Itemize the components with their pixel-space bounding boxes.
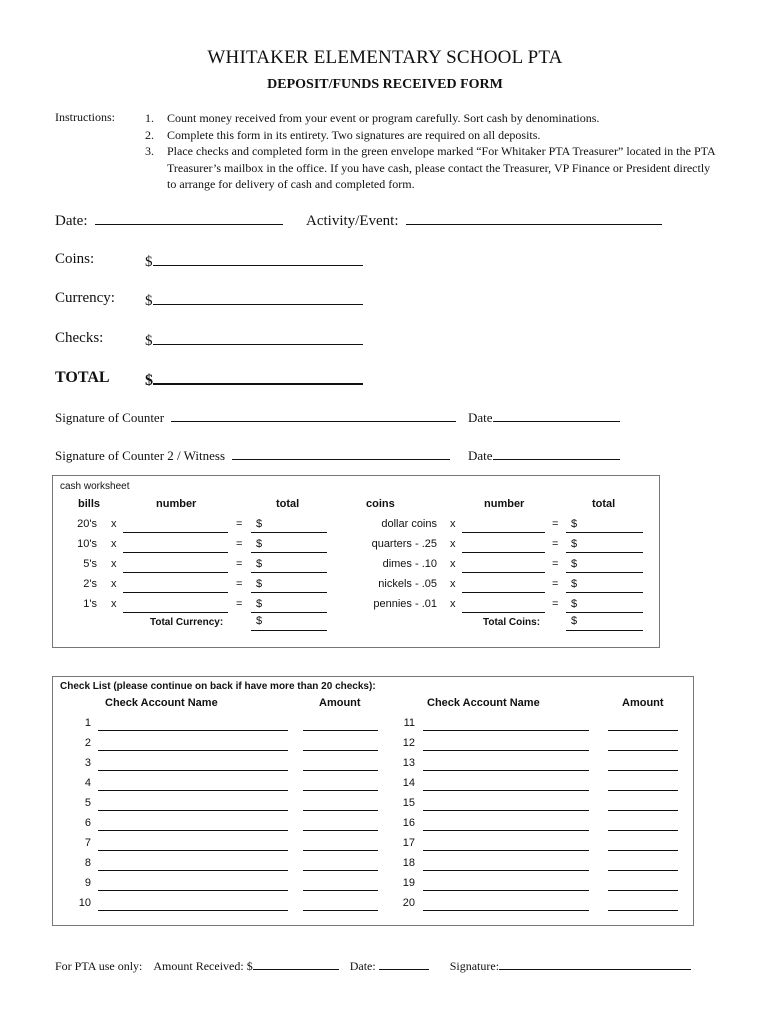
check-account-name-line[interactable]: [423, 730, 589, 731]
bill-total-line[interactable]: [251, 612, 327, 613]
check-number: 15: [402, 797, 415, 809]
check-amount-line[interactable]: [608, 870, 678, 871]
date-input-line[interactable]: [95, 210, 283, 225]
check-account-name-line[interactable]: [423, 870, 589, 871]
bill-total-line[interactable]: [251, 552, 327, 553]
dollar-sign: $: [571, 598, 578, 610]
check-number: 20: [402, 897, 415, 909]
left-amount-header: Amount: [319, 697, 361, 709]
check-account-name-line[interactable]: [98, 910, 288, 911]
coin-total-line[interactable]: [566, 532, 643, 533]
bill-denomination: 10's: [77, 538, 97, 550]
check-amount-line[interactable]: [608, 890, 678, 891]
bill-number-line[interactable]: [123, 592, 228, 593]
pta-use-footer: [55, 958, 691, 974]
dollar-sign: $: [256, 518, 263, 530]
bills-header: bills: [78, 498, 101, 510]
check-account-name-line[interactable]: [98, 770, 288, 771]
bill-denomination: 20's: [77, 518, 97, 530]
bill-denomination: 1's: [83, 598, 97, 610]
footer-signature-label: Signature:: [449, 959, 500, 973]
dollar-sign: $: [571, 518, 578, 530]
check-amount-line[interactable]: [303, 790, 378, 791]
coins-header: coins: [366, 498, 395, 510]
counter1-date[interactable]: [468, 409, 620, 426]
total-label: TOTAL: [55, 369, 110, 386]
coin-number-line[interactable]: [462, 552, 545, 553]
activity-label: Activity/Event:: [306, 213, 399, 229]
times-sign: x: [111, 538, 117, 550]
check-account-name-line[interactable]: [423, 890, 589, 891]
check-number: 14: [402, 777, 415, 789]
check-amount-line[interactable]: [303, 850, 378, 851]
total-currency-dollar: $: [256, 615, 263, 627]
dollar-sign: $: [145, 372, 153, 389]
coins-label: Coins:: [55, 251, 95, 267]
instruction-number: 3.: [145, 144, 154, 158]
times-sign: x: [450, 518, 456, 530]
amount-received-label: Amount Received: $: [153, 959, 253, 973]
footer-date-line[interactable]: [379, 958, 429, 970]
check-amount-line[interactable]: [303, 890, 378, 891]
equals-sign: =: [552, 558, 559, 570]
instructions-label: Instructions:: [55, 110, 115, 124]
check-account-name-line[interactable]: [423, 810, 589, 811]
date-label: Date: [468, 448, 493, 463]
equals-sign: =: [236, 518, 243, 530]
coin-number-line[interactable]: [462, 572, 545, 573]
total-input-line[interactable]: [153, 369, 363, 385]
coin-denomination: pennies - .01: [373, 598, 437, 610]
check-number: 4: [84, 777, 91, 789]
currency-field[interactable]: [145, 290, 363, 310]
dollar-sign: $: [145, 333, 153, 349]
times-sign: x: [111, 518, 117, 530]
worksheet-title: cash worksheet: [60, 481, 130, 492]
instruction-text: Count money received from your event or program carefully. Sort cash by denominations.: [167, 111, 600, 125]
total-coins-line[interactable]: [566, 630, 643, 631]
check-amount-line[interactable]: [303, 730, 378, 731]
dollar-sign: $: [256, 558, 263, 570]
check-account-name-line[interactable]: [423, 770, 589, 771]
counter2-signature-line[interactable]: [232, 447, 450, 460]
dollar-sign: $: [256, 598, 263, 610]
bill-number-line[interactable]: [123, 612, 228, 613]
check-number: 7: [84, 837, 91, 849]
check-amount-line[interactable]: [303, 870, 378, 871]
dollar-sign: $: [571, 578, 578, 590]
footer-signature-line[interactable]: [499, 958, 691, 970]
check-account-name-line[interactable]: [423, 830, 589, 831]
dollar-sign: $: [256, 578, 263, 590]
cash-worksheet-box: [52, 475, 660, 648]
instruction-number: 1.: [145, 111, 154, 125]
coin-denomination: dimes - .10: [382, 558, 437, 570]
pta-use-label: For PTA use only:: [55, 959, 143, 973]
instruction-text: Complete this form in its entirety. Two signatures are required on all deposits.: [167, 127, 541, 142]
counter2-date[interactable]: [468, 447, 620, 464]
check-number: 1: [84, 717, 91, 729]
times-sign: x: [111, 578, 117, 590]
activity-input-line[interactable]: [406, 210, 662, 225]
total-currency-line[interactable]: [251, 630, 327, 631]
coin-denomination: dollar coins: [381, 518, 437, 530]
bill-denomination: 2's: [83, 578, 97, 590]
bill-total-line[interactable]: [251, 532, 327, 533]
bill-number-line[interactable]: [123, 552, 228, 553]
times-sign: x: [111, 558, 117, 570]
counter2-signature[interactable]: [55, 447, 450, 464]
coin-denomination: nickels - .05: [378, 578, 437, 590]
check-number: 5: [84, 797, 91, 809]
coin-number-line[interactable]: [462, 532, 545, 533]
coins-input-line[interactable]: [153, 251, 363, 266]
check-amount-line[interactable]: [303, 810, 378, 811]
coins-number-header: number: [484, 498, 525, 510]
form-title: WHITAKER ELEMENTARY SCHOOL PTA: [207, 47, 563, 68]
check-amount-line[interactable]: [303, 910, 378, 911]
bill-total-line[interactable]: [251, 572, 327, 573]
coin-total-line[interactable]: [566, 572, 643, 573]
check-number: 18: [402, 857, 415, 869]
check-number: 3: [84, 757, 91, 769]
check-list-box: [52, 676, 694, 926]
counter1-label: Signature of Counter: [55, 410, 165, 425]
check-account-name-line[interactable]: [423, 750, 589, 751]
currency-input-line[interactable]: [153, 290, 363, 305]
equals-sign: =: [236, 558, 243, 570]
equals-sign: =: [552, 598, 559, 610]
times-sign: x: [450, 538, 456, 550]
counter2-date-line[interactable]: [493, 447, 620, 460]
check-account-name-line[interactable]: [98, 750, 288, 751]
check-amount-line[interactable]: [303, 770, 378, 771]
check-account-name-line[interactable]: [98, 810, 288, 811]
instruction-number: 2.: [145, 127, 154, 142]
check-account-name-line[interactable]: [98, 790, 288, 791]
amount-received-line[interactable]: [253, 958, 339, 970]
counter1-signature-line[interactable]: [171, 409, 456, 422]
check-amount-line[interactable]: [608, 830, 678, 831]
check-amount-line[interactable]: [608, 910, 678, 911]
instruction-item: [145, 110, 715, 127]
instruction-item: [145, 127, 715, 144]
form-subtitle: DEPOSIT/FUNDS RECEIVED FORM: [267, 77, 503, 92]
equals-sign: =: [236, 598, 243, 610]
check-amount-line[interactable]: [608, 770, 678, 771]
coin-total-line[interactable]: [566, 612, 643, 613]
total-coins-dollar: $: [571, 615, 578, 627]
dollar-sign: $: [256, 538, 263, 550]
check-account-name-line[interactable]: [423, 850, 589, 851]
bill-total-line[interactable]: [251, 592, 327, 593]
instruction-text: Place checks and completed form in the green envelope marked “For Whitaker PTA Treasurer” located in the PTA Treasurer’s mailbox in the office. If you have cash, please contact the Treasurer, VP Finance or President directly to arrange for delivery of cash and completed form.: [167, 144, 716, 191]
times-sign: x: [450, 558, 456, 570]
coin-number-line[interactable]: [462, 592, 545, 593]
activity-field[interactable]: [306, 210, 662, 230]
check-number: 12: [402, 737, 415, 749]
date-field[interactable]: [55, 210, 283, 230]
check-list-title: Check List (please continue on back if have more than 20 checks):: [60, 681, 376, 692]
check-account-name-line[interactable]: [423, 790, 589, 791]
right-amount-header: Amount: [622, 697, 664, 709]
date-label: Date:: [55, 213, 88, 229]
counter2-label: Signature of Counter 2 / Witness: [55, 448, 226, 463]
checks-input-line[interactable]: [153, 330, 363, 345]
check-number: 19: [402, 877, 415, 889]
check-amount-line[interactable]: [608, 790, 678, 791]
check-amount-line[interactable]: [303, 750, 378, 751]
total-field[interactable]: [145, 369, 363, 390]
total-coins-label: Total Coins:: [483, 617, 541, 628]
times-sign: x: [111, 598, 117, 610]
check-number: 9: [84, 877, 91, 889]
check-number: 11: [403, 717, 415, 729]
bill-number-line[interactable]: [123, 572, 228, 573]
check-account-name-line[interactable]: [98, 730, 288, 731]
times-sign: x: [450, 578, 456, 590]
equals-sign: =: [236, 578, 243, 590]
check-account-name-line[interactable]: [98, 870, 288, 871]
footer-date-label: Date:: [349, 959, 376, 973]
check-account-name-line[interactable]: [423, 910, 589, 911]
bill-denomination: 5's: [83, 558, 97, 570]
dollar-sign: $: [145, 293, 153, 309]
dollar-sign: $: [571, 538, 578, 550]
check-amount-line[interactable]: [608, 850, 678, 851]
total-currency-label: Total Currency:: [150, 617, 224, 628]
check-number: 2: [84, 737, 91, 749]
right-name-header: Check Account Name: [427, 697, 540, 709]
date-label: Date: [468, 410, 493, 425]
equals-sign: =: [236, 538, 243, 550]
check-account-name-line[interactable]: [98, 850, 288, 851]
instructions-list: [145, 110, 715, 193]
coins-total-header: total: [592, 498, 616, 510]
equals-sign: =: [552, 578, 559, 590]
bill-number-line[interactable]: [123, 532, 228, 533]
checks-label: Checks:: [55, 330, 104, 346]
currency-label: Currency:: [55, 290, 115, 306]
check-amount-line[interactable]: [303, 830, 378, 831]
coin-total-line[interactable]: [566, 552, 643, 553]
counter1-date-line[interactable]: [493, 409, 620, 422]
bills-total-header: total: [276, 498, 300, 510]
equals-sign: =: [552, 518, 559, 530]
coin-total-line[interactable]: [566, 592, 643, 593]
equals-sign: =: [552, 538, 559, 550]
check-account-name-line[interactable]: [98, 830, 288, 831]
coin-denomination: quarters - .25: [371, 538, 437, 550]
check-number: 17: [402, 837, 415, 849]
bills-number-header: number: [156, 498, 197, 510]
dollar-sign: $: [571, 558, 578, 570]
check-amount-line[interactable]: [608, 810, 678, 811]
check-number: 10: [78, 897, 91, 909]
counter1-signature[interactable]: [55, 409, 456, 426]
check-amount-line[interactable]: [608, 730, 678, 731]
left-name-header: Check Account Name: [105, 697, 218, 709]
checks-field[interactable]: [145, 330, 363, 350]
check-number: 16: [402, 817, 415, 829]
coin-number-line[interactable]: [462, 612, 545, 613]
coins-field[interactable]: [145, 251, 363, 271]
check-account-name-line[interactable]: [98, 890, 288, 891]
dollar-sign: $: [145, 254, 153, 270]
instruction-item: [145, 143, 715, 193]
check-amount-line[interactable]: [608, 750, 678, 751]
check-number: 8: [84, 857, 91, 869]
check-number: 13: [402, 757, 415, 769]
check-number: 6: [84, 817, 91, 829]
times-sign: x: [450, 598, 456, 610]
